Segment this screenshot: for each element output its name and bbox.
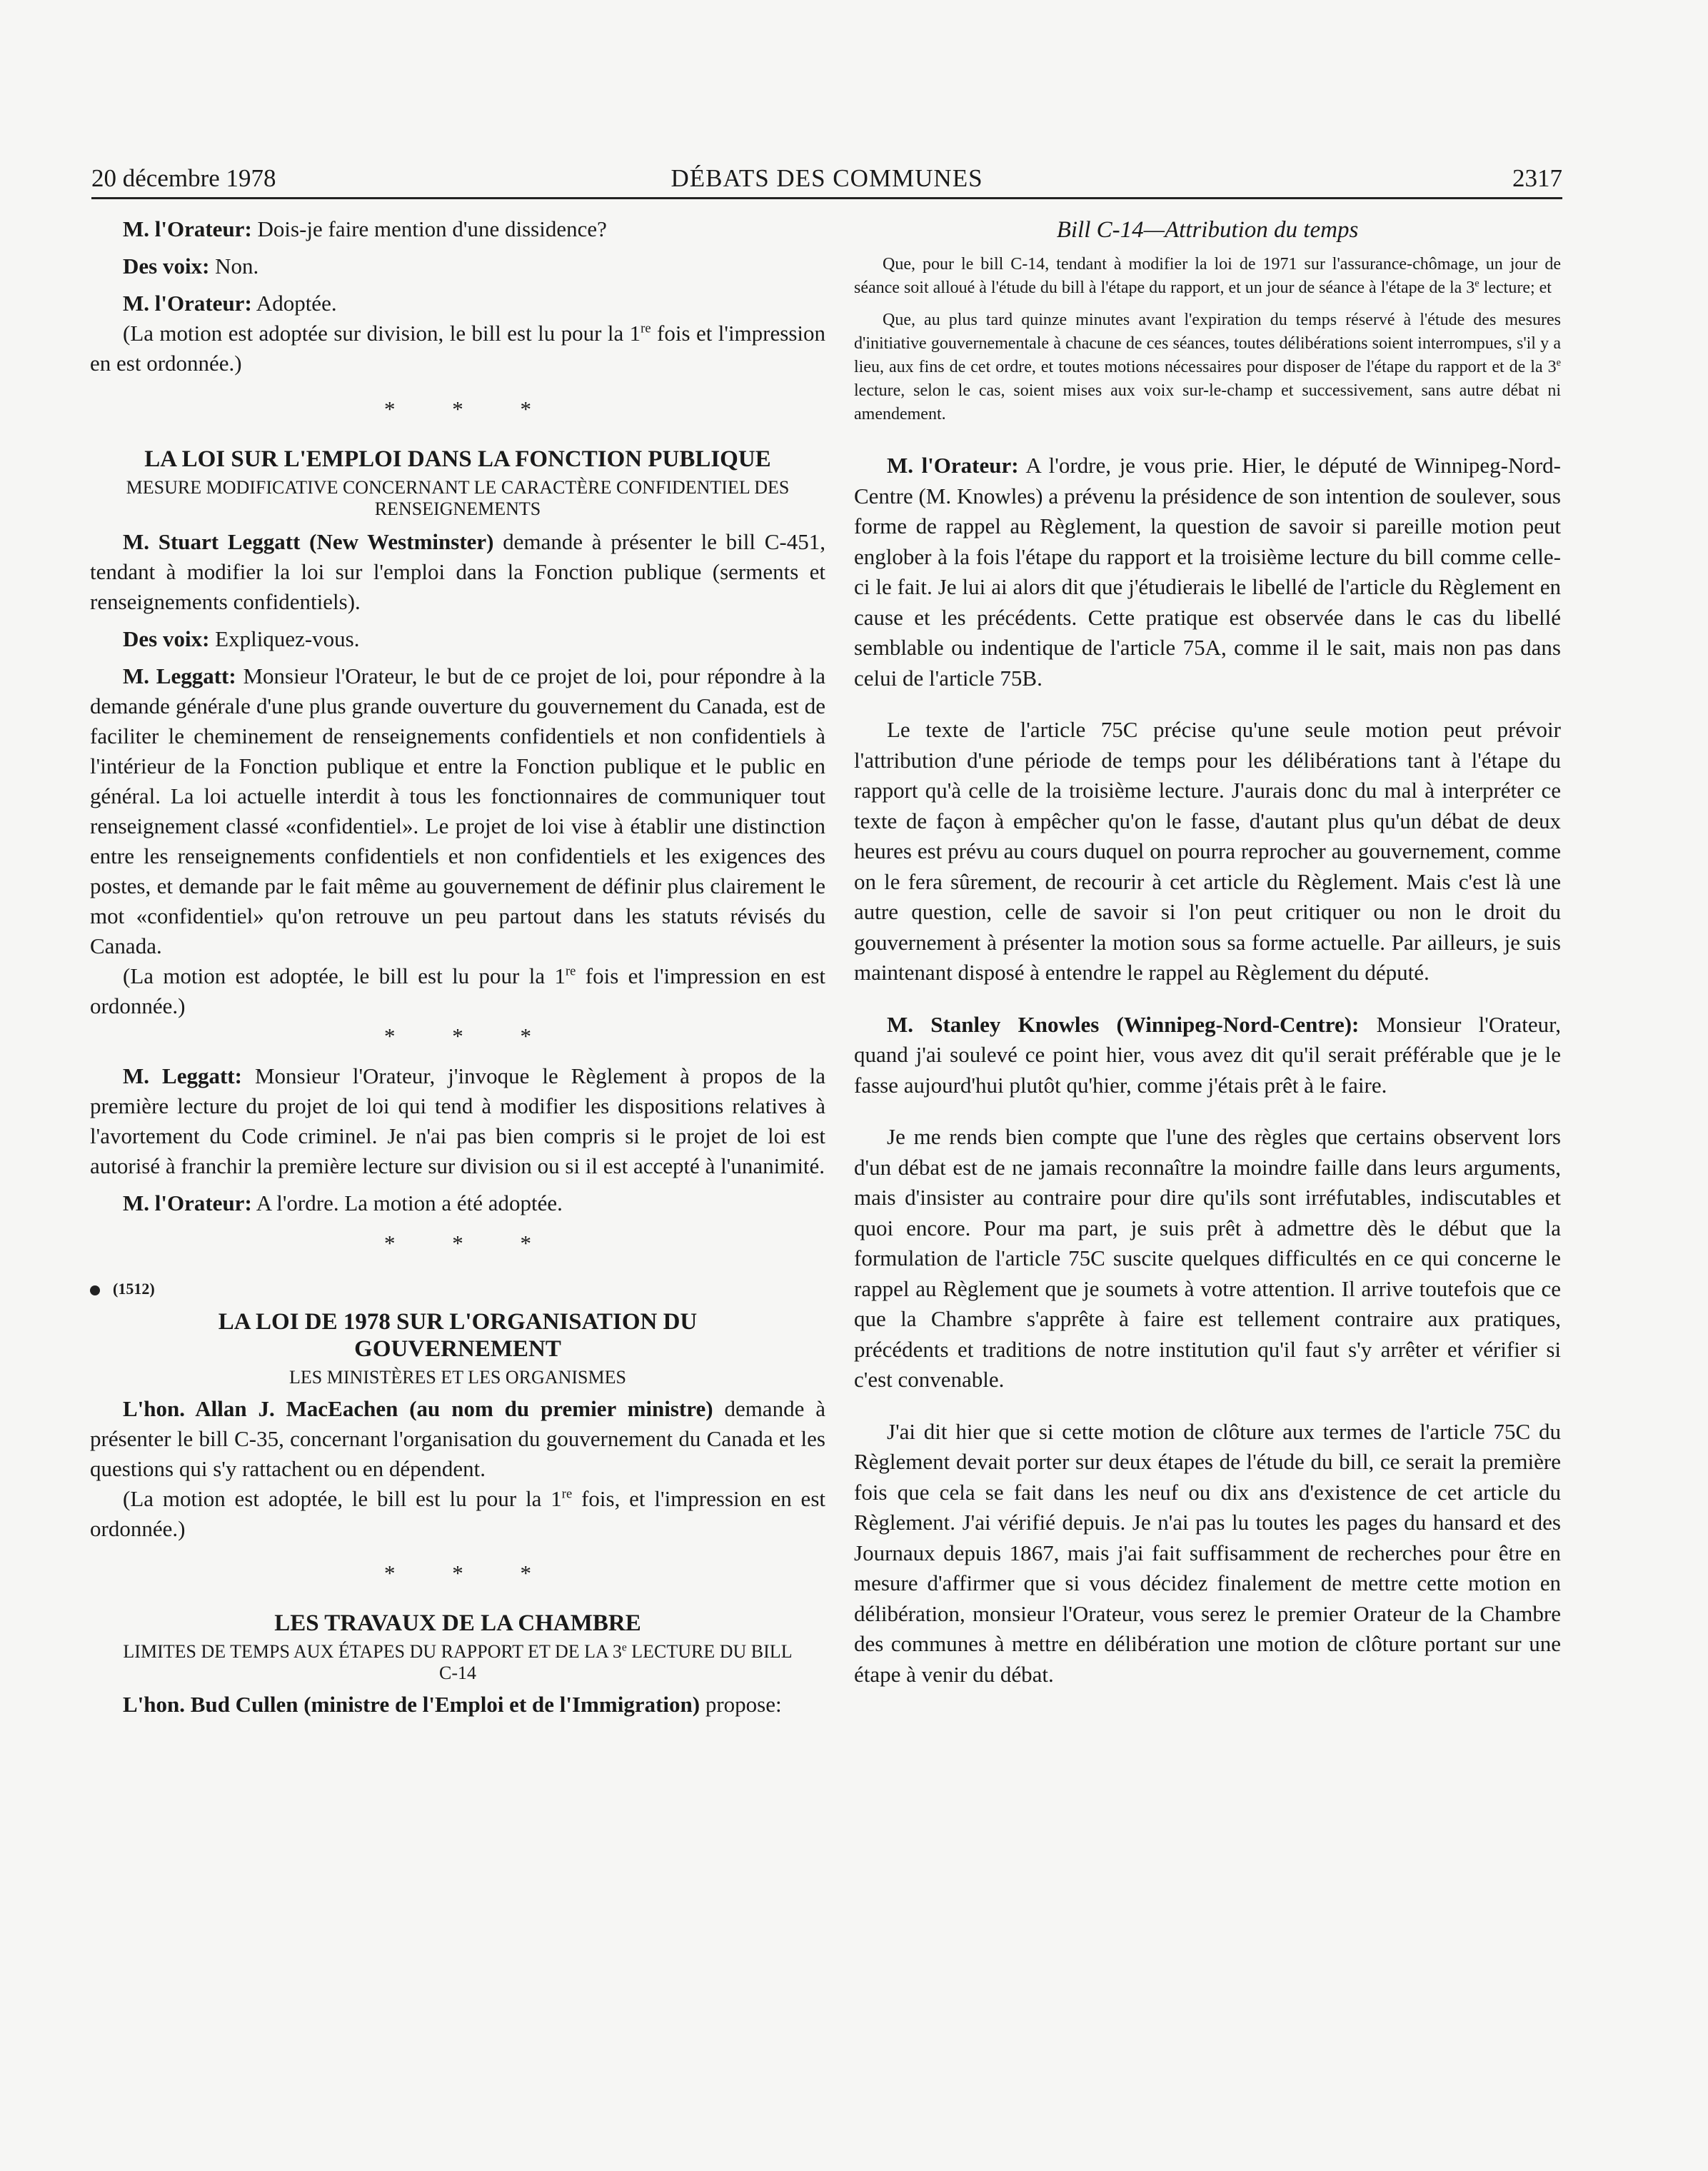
paragraph: L'hon. Bud Cullen (ministre de l'Emploi et de l'Immigration) propose:	[123, 1692, 782, 1717]
section-heading: LA LOI SUR L'EMPLOI DANS LA FONCTION PUBLIQUE	[144, 446, 771, 472]
paragraph: M. l'Orateur: Adoptée.	[123, 291, 337, 316]
section-subheading: LES MINISTÈRES ET LES ORGANISMES	[289, 1367, 626, 1388]
motion-text: Que, au plus tard quinze minutes avant l'expiration du temps réservé à l'étude des mesures d'initiative gouvernementale à chacune de ces séances, toutes délibérations soient interrompues, s'il y a lieu, aux fins de cet ordre, et toutes motions nécessaires pour disposer de l'étape du rapport et de la 3e lecture, selon le cas, soient mises aux voix sur-le-champ et successivement, sans autre débat ni amendement.	[854, 311, 1561, 423]
speaker: M. Leggatt:	[123, 663, 236, 688]
paragraph: Des voix: Non.	[123, 254, 259, 279]
paragraph: M. Stuart Leggatt (New Westminster) demande à présenter le bill C-451, tendant à modifier la loi sur l'emploi dans la Fonction publique (serments et renseignements confidentiels).	[90, 529, 825, 614]
bullet-icon	[90, 1285, 100, 1295]
speaker: M. Stanley Knowles (Winnipeg-Nord-Centre):	[887, 1011, 1360, 1037]
speaker: M. Leggatt:	[123, 1063, 242, 1088]
speaker: M. l'Orateur:	[123, 1190, 252, 1215]
speaker: Des voix:	[123, 626, 210, 651]
header-date: 20 décembre 1978	[91, 164, 276, 192]
speaker: M. l'Orateur:	[123, 216, 252, 241]
section-subheading: LIMITES DE TEMPS AUX ÉTAPES DU RAPPORT ET DE LA 3e LECTURE DU BILL C-14	[123, 1641, 793, 1683]
paragraph: (La motion est adoptée, le bill est lu pour la 1re fois, et l'impression en est ordonnée.)	[90, 1486, 825, 1541]
paragraph: L'hon. Allan J. MacEachen (au nom du premier ministre) demande à présenter le bill C-35, concernant l'organisation du gouvernement du Canada et les questions qui s'y rattachent ou en dépendent.	[90, 1396, 825, 1481]
page-header	[91, 160, 1562, 203]
section-subheading: MESURE MODIFICATIVE CONCERNANT LE CARACTÈRE CONFIDENTIEL DES RENSEIGNEMENTS	[126, 477, 790, 519]
paragraph: M. l'Orateur: A l'ordre, je vous prie. Hier, le député de Winnipeg-Nord-Centre (M. Knowles) a prévenu la présidence de son intention de soulever, sous forme de rappel au Règlement, la question de savoir si pareille motion peut englober à la fois l'étape du rapport et la troisième lecture du bill comme celle-ci le fait. Je lui ai alors dit que j'étudierais le libellé de l'article du Règlement en cause et les précédents. Cette pratique est observée dans le cas du libellé semblable ou indentique de l'article 75A, comme il le sait, mais non pas dans celui de l'article 75B.	[854, 453, 1562, 691]
page-number: 2317	[1512, 164, 1562, 192]
speaker: L'hon. Bud Cullen (ministre de l'Emploi et de l'Immigration)	[123, 1692, 700, 1717]
section-separator: * * *	[384, 396, 557, 421]
paragraph: M. l'Orateur: Dois-je faire mention d'une dissidence?	[123, 216, 607, 241]
paragraph: Je me rends bien compte que l'une des règles que certains observent lors d'un débat est de ne jamais reconnaître la moindre faille dans leurs arguments, mais d'insister au contraire pour dire qu'ils sont irréfutables, indiscutables et quoi encore. Pour ma part, je suis prêt à admettre dès le début que la formulation de l'article 75C suscite quelques difficultés en ce qui concerne le rappel au Règlement que je soumets à votre attention. Il arrive toutefois que ce que la Chambre s'apprête à faire est tellement contraire aux pratiques, précédents et traditions de notre institution qu'il faut s'y arrêter et vérifier si c'est convenable.	[854, 1124, 1561, 1392]
paragraph: M. Leggatt: Monsieur l'Orateur, j'invoque le Règlement à propos de la première lecture du projet de loi qui tend à modifier les dispositions relatives à l'avortement du Code criminel. Je n'ai pas bien compris si le projet de loi est autorisé à franchir la première lecture sur division ou si il est accepté à l'unanimité.	[90, 1063, 825, 1178]
timestamp: (1512)	[90, 1274, 825, 1304]
right-column	[854, 214, 1561, 1690]
paragraph: Des voix: Expliquez-vous.	[123, 626, 360, 651]
header-title: DÉBATS DES COMMUNES	[670, 164, 983, 192]
section-separator: * * *	[384, 1560, 557, 1585]
paragraph: (La motion est adoptée, le bill est lu pour la 1re fois et l'impression en est ordonnée.)	[90, 963, 825, 1018]
speaker: M. l'Orateur:	[887, 453, 1019, 478]
paragraph: M. Stanley Knowles (Winnipeg-Nord-Centre): Monsieur l'Orateur, quand j'ai soulevé ce point hier, vous avez dit qu'il serait préférable que je le fasse aujourd'hui plutôt qu'hier, comme j'étais prêt à le faire.	[854, 1011, 1561, 1098]
section-separator: * * *	[384, 1023, 557, 1048]
paragraph: Le texte de l'article 75C précise qu'une seule motion peut prévoir l'attribution d'une période de temps pour les délibérations tant à l'étape du rapport qu'à celle de la troisième lecture. J'aurais donc du mal à interpréter ce texte de façon à empêcher qu'on le fasse, d'autant plus qu'un débat de deux heures est prévu au cours duquel on pourra reprocher au gouvernement, comme on le fera sûrement, de recourir à cet article du Règlement. Mais c'est là une autre question, celle de savoir si l'on peut critiquer ou non le droit du gouvernement à présenter la motion sous sa forme actuelle. Par ailleurs, je suis maintenant disposé à entendre le rappel au Règlement du député.	[854, 717, 1561, 985]
speaker: M. Stuart Leggatt (New Westminster)	[123, 529, 494, 554]
left-column	[90, 214, 825, 1720]
speaker: Des voix:	[123, 254, 210, 279]
paragraph: M. l'Orateur: A l'ordre. La motion a été adoptée.	[123, 1190, 563, 1215]
motion-title: Bill C-14—Attribution du temps	[1056, 217, 1359, 243]
section-heading: LES TRAVAUX DE LA CHAMBRE	[274, 1610, 641, 1636]
header-rule	[91, 197, 1562, 199]
speaker: L'hon. Allan J. MacEachen (au nom du premier ministre)	[123, 1396, 713, 1421]
paragraph: J'ai dit hier que si cette motion de clôture aux termes de l'article 75C du Règlement devait porter sur deux étapes de l'étude du bill, ce serait la première fois que cela se fait dans les neuf ou dix ans d'existence de cet article du Règlement. J'ai vérifié depuis. Je n'ai pas lu toutes les pages du hansard et des Journaux depuis 1867, mais j'ai fait suffisamment de recherches pour être en mesure d'affirmer que si vous décidez finalement de mettre cette motion en délibération, monsieur l'Orateur, vous serez le premier Orateur de la Chambre des communes à mettre en délibération une motion de clôture portant sur une étape à venir du débat.	[854, 1418, 1561, 1687]
speaker: M. l'Orateur:	[123, 291, 252, 316]
motion-text: Que, pour le bill C-14, tendant à modifier la loi de 1971 sur l'assurance-chômage, un jour de séance soit alloué à l'étude du bill à l'étape du rapport, et un jour de séance à l'étape de la 3e lecture; et	[854, 255, 1561, 297]
section-heading: LA LOI DE 1978 SUR L'ORGANISATION DU GOUVERNEMENT	[218, 1309, 698, 1362]
paragraph: (La motion est adoptée sur division, le bill est lu pour la 1re fois et l'impression en est ordonnée.)	[90, 321, 825, 376]
section-separator: * * *	[384, 1230, 557, 1255]
paragraph: M. Leggatt: Monsieur l'Orateur, le but de ce projet de loi, pour répondre à la demande générale d'une plus grande ouverture du gouvernement du Canada, est de faciliter le cheminement de renseignements confidentiels et non confidentiels à l'intérieur de la Fonction publique et entre la Fonction publique et le public en général. La loi actuelle interdit à tous les fonctionnaires de communiquer tout renseignement classé «confidentiel». Le projet de loi vise à établir une distinction entre les renseignements confidentiels et non confidentiels et les exigences des postes, et demande par le fait même au gouvernement de définir plus clairement le mot «confidentiel» qu'on retrouve un peu partout dans les statuts révisés du Canada.	[90, 663, 825, 958]
